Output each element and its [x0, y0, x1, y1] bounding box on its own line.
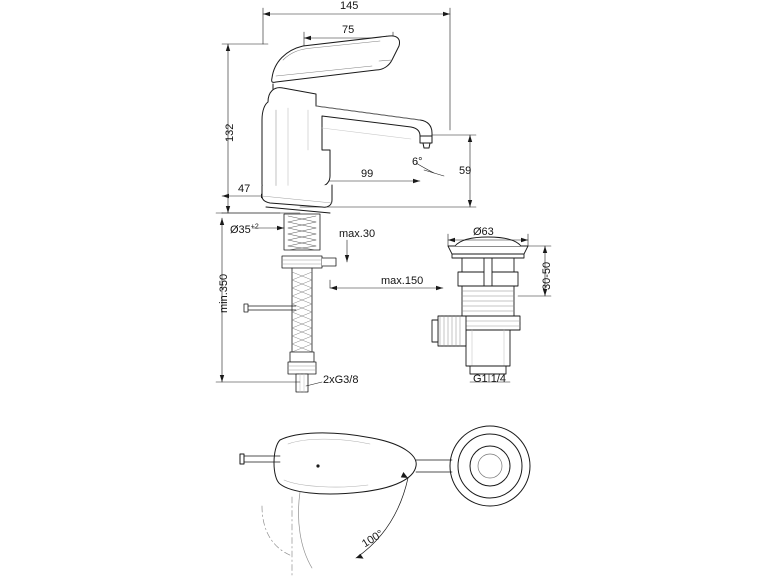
- dim-g114-label: G1 1/4: [473, 373, 507, 385]
- dim-hole-diameter-label: [230, 224, 259, 236]
- waste-fitting-view: [432, 237, 528, 374]
- hole-diameter-value: Ø35: [230, 224, 251, 236]
- dim-d63-label: Ø63: [473, 226, 494, 238]
- dim-99-label: 99: [361, 168, 374, 180]
- dimension-lines-shank: [216, 213, 443, 386]
- dim-2xg38-label: 2xG3/8: [323, 374, 359, 386]
- dim-6deg-label: 6°: [412, 156, 423, 168]
- dim-132-label: 132: [224, 123, 236, 142]
- dim-max30-label: max.30: [339, 228, 376, 240]
- dim-3050-label: 30-50: [541, 261, 553, 290]
- faucet-plan-view: [240, 426, 530, 578]
- faucet-side-view: [262, 36, 432, 213]
- dim-min350-label: min.350: [218, 273, 230, 313]
- dim-max150-label: max.150: [381, 275, 424, 287]
- hole-tolerance-label: +2: [250, 223, 259, 231]
- dim-59-label: 59: [459, 165, 472, 177]
- dim-75-label: 75: [342, 24, 355, 36]
- dim-47-label: 47: [238, 183, 251, 195]
- shank-and-hoses: [222, 213, 336, 392]
- dim-100deg-label: 100°: [360, 527, 386, 551]
- dim-145-label: 145: [340, 0, 359, 12]
